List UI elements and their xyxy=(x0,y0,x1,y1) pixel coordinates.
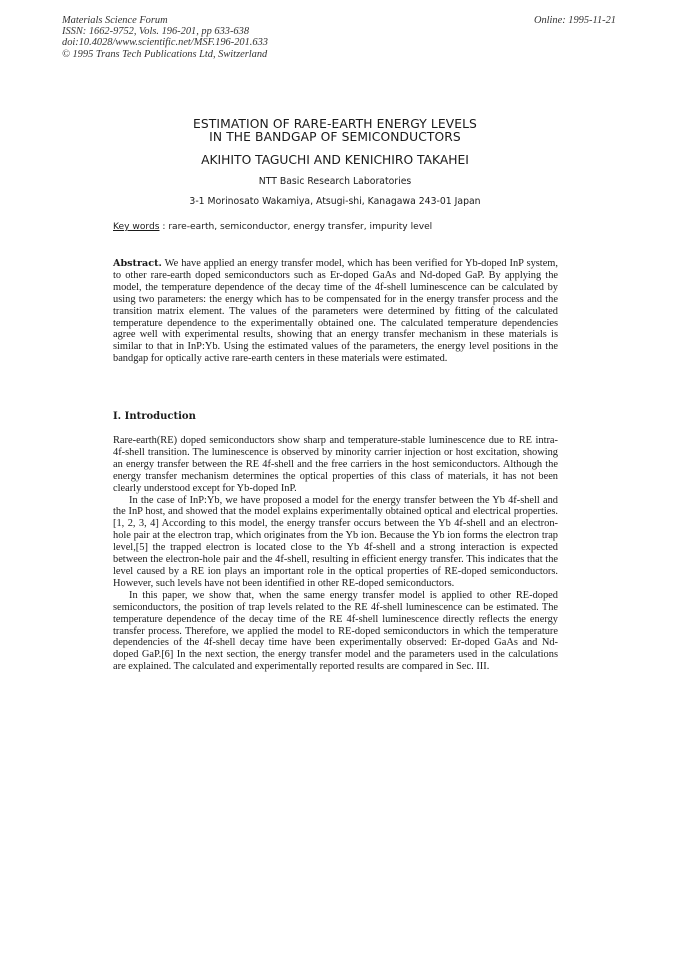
doi-link[interactable]: doi:10.4028/www.scientific.net/MSF.196-201.633 xyxy=(62,37,268,49)
journal-name: Materials Science Forum xyxy=(62,15,168,26)
keywords-label: Key words xyxy=(113,222,160,232)
keywords-text: : rare-earth, semiconductor, energy transfer, impurity level xyxy=(159,222,433,232)
authors: AKIHITO TAGUCHI AND KENICHIRO TAKAHEI xyxy=(201,153,469,167)
introduction-body xyxy=(113,435,558,673)
copyright-line: © 1995 Trans Tech Publications Ltd, Switzerland xyxy=(62,48,268,60)
affiliation: NTT Basic Research Laboratories xyxy=(258,176,412,187)
address: 3-1 Morinosato Wakamiya, Atsugi-shi, Kanagawa 243-01 Japan xyxy=(189,196,481,207)
online-date: Online: 1995-11-21 xyxy=(533,15,616,26)
abstract xyxy=(113,258,558,365)
section-heading-introduction: I. Introduction xyxy=(113,411,196,422)
paper-title-line-2: IN THE BANDGAP OF SEMICONDUCTORS xyxy=(209,129,461,144)
keywords xyxy=(113,222,432,232)
abstract-label: Abstract. xyxy=(113,258,162,269)
title-block xyxy=(110,118,560,207)
journal-header xyxy=(62,15,268,60)
intro-paragraph: Rare-earth(RE) doped semiconductors show sharp and temperature-stable luminescence due to RE intra-4f-shell transition. The luminescence is observed by minority carrier injection or host excitation, showing an energy transfer between the RE 4f-shell and the free carriers in the host semiconductors. Although the energy transfer mechanism determines the optical properties of this class of materials, it has not been clearly understood except for Yb-doped InP. xyxy=(113,435,558,494)
abstract-text: We have applied an energy transfer model, which has been verified for Yb-doped InP system, to other rare-earth doped semiconductors such as Er-doped GaAs and Nd-doped GaP. By applying the model, the temperature dependence of the decay time of the 4f-shell luminescence can be calculated by using two parameters: the energy which has to be compensated for in the energy transfer process and the transition matrix element. The values of the parameters were determined by fitting of the calculated temperature dependence to the experimentally obtained one. The calculated temperature dependencies agree well with experimental results, showing that an energy transfer mechanism in these materials is similar to that in InP:Yb. Using the estimated values of the parameters, the energy level positions in the bandgap for optically active rare-earth centers in these materials were estimated. xyxy=(113,258,558,365)
issn-line: ISSN: 1662-9752, Vols. 196-201, pp 633-638 xyxy=(62,26,250,38)
intro-paragraph: In this paper, we show that, when the same energy transfer model is applied to other RE-doped semiconductors, the position of trap levels related to the RE 4f-shell luminescence can be estimated. The temperature dependence of the decay time of the RE 4f-shell luminescence directly reflects the energy transfer process. Therefore, we applied the model to RE-doped semiconductors in which the temperature dependencies of the 4f-shell decay time have been experimentally observed: Er-doped GaAs and Nd-doped GaP.[6] In the next section, the energy transfer model and the parameters used in the calculations are explained. The calculated and experimentally reported results are compared in Sec. III. xyxy=(113,589,558,673)
intro-paragraph: In the case of InP:Yb, we have proposed a model for the energy transfer between the Yb 4f-shell and the InP host, and showed that the model explains experimentally obtained optical and electrical properties.[1, 2, 3, 4] According to this model, the energy transfer occurs between the Yb 4f-shell and an electron-hole pair at the electron trap, which originates from the Yb ion. Because the Yb ion forms the electron trap level,[5] the trapped electron is located close to the Yb 4f-shell and a strong interaction is expected between the electron-hole pair and the 4f-shell, resulting in efficient energy transfer. This indicates that the level caused by a RE ion plays an important role in the optical properties of RE-doped semiconductors. However, such levels have not been identified in other RE-doped semiconductors. xyxy=(113,494,558,589)
paper-title-line-1: ESTIMATION OF RARE-EARTH ENERGY LEVELS xyxy=(193,117,477,131)
